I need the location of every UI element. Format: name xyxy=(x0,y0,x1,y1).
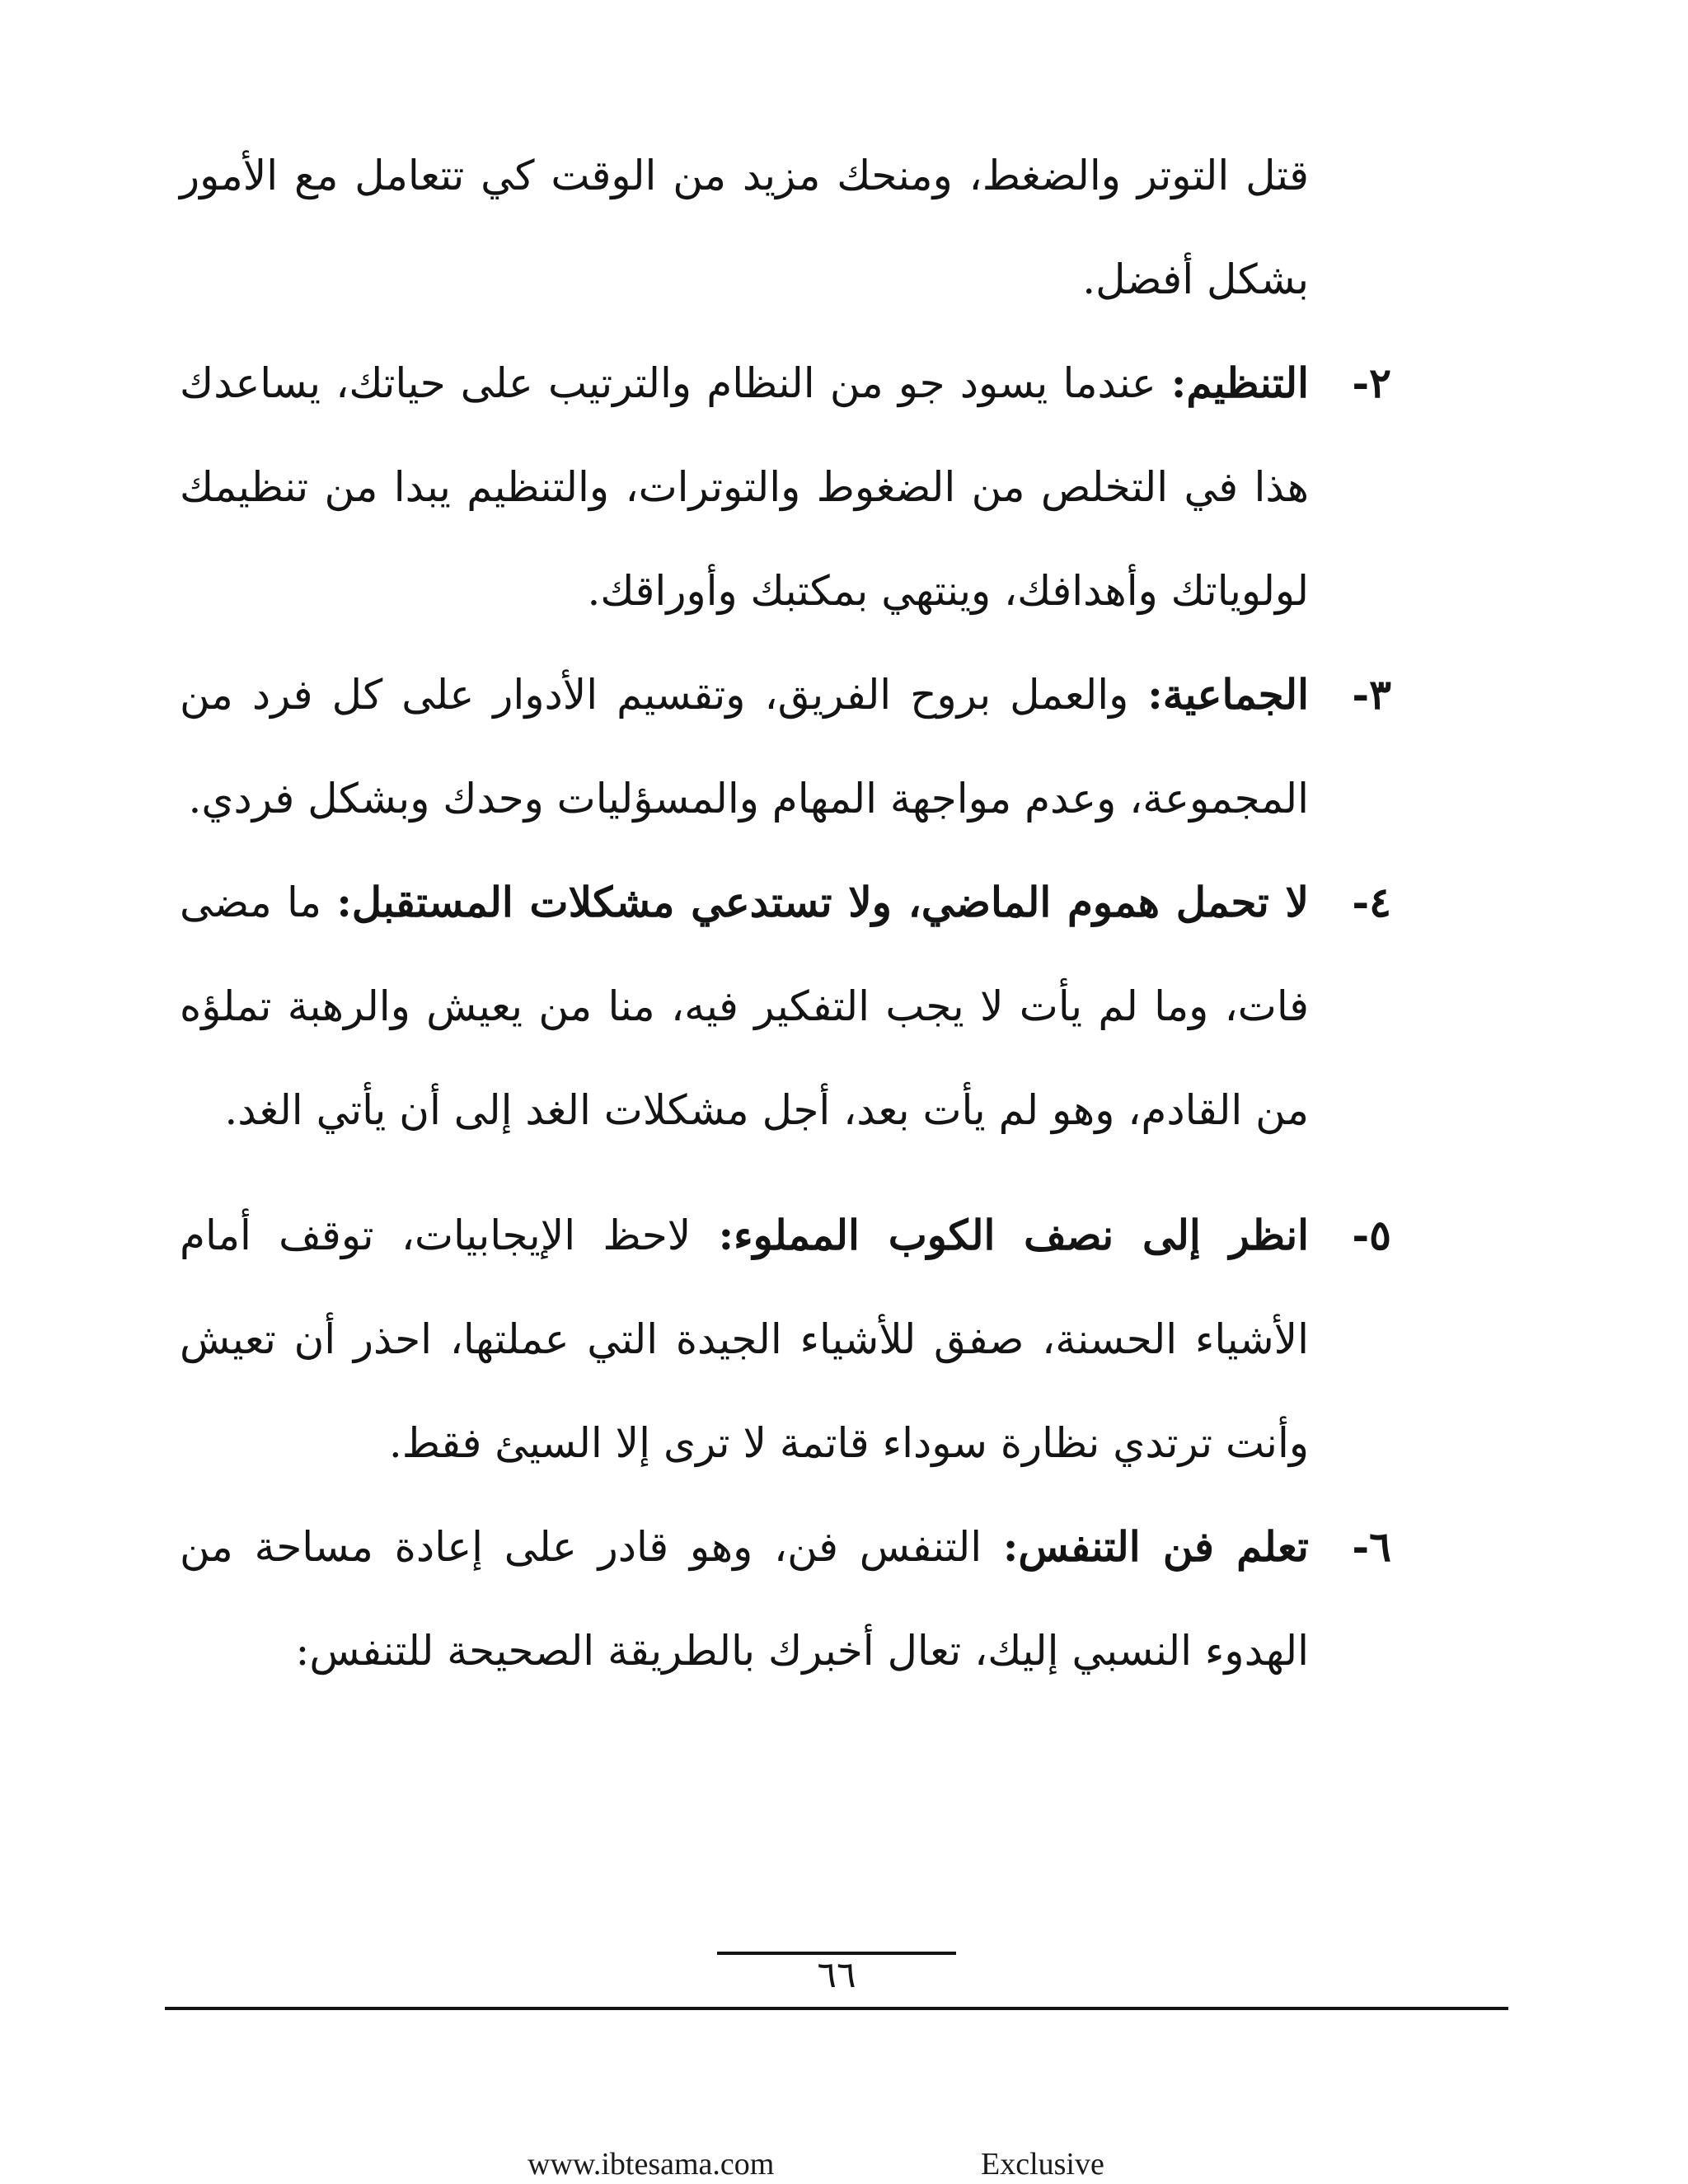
item-heading: تعلم فن التنفس: xyxy=(1002,1522,1309,1571)
list-item xyxy=(180,643,1391,851)
footer-tag: Exclusive xyxy=(981,2147,1104,2182)
intro-paragraph: قتل التوتر والضغط، ومنحك مزيد من الوقت كي تتعامل مع الأمور بشكل أفضل. xyxy=(180,152,1309,303)
item-text: عندما يسود جو من النظام والترتيب على حياتك، يساعدك هذا في التخلص من الضغوط والتوترات، والتنظيم يبدا من تنظيمك لولوياتك وأهدافك، وينتهي بمكتبك وأوراقك. xyxy=(180,359,1309,615)
item-number: ٦- xyxy=(1352,1522,1391,1571)
list-item xyxy=(180,331,1391,643)
list-item xyxy=(180,851,1391,1162)
item-text: التنفس فن، وهو قادر على إعادة مساحة من الهدوء النسبي إليك، تعال أخبرك بالطريقة الصحيحة للتنفس: xyxy=(180,1523,1309,1675)
page-body xyxy=(180,124,1391,1703)
page-number: ٦٦ xyxy=(817,1954,856,1996)
item-heading: لا تحمل هموم الماضي، ولا تستدعي مشكلات المستقبل: xyxy=(336,878,1309,926)
item-heading: انظر إلى نصف الكوب المملوء: xyxy=(718,1211,1309,1259)
item-heading: التنظيم: xyxy=(1170,359,1309,407)
footer-divider xyxy=(165,2007,1508,2010)
item-heading: الجماعية: xyxy=(1147,670,1309,719)
item-text: ما مضى فات، وما لم يأت لا يجب التفكير فيه، منا من يعيش والرهبة تملؤه من القادم، وهو لم يأت بعد، أجل مشكلات الغد إلى أن يأتي الغد. xyxy=(180,879,1309,1134)
item-number: ٥- xyxy=(1352,1211,1391,1259)
list-item xyxy=(180,1183,1391,1495)
item-text: لاحظ الإيجابيات، توقف أمام الأشياء الحسنة، صفق للأشياء الجيدة التي عملتها، احذر أن تعيش وأنت ترتدي نظارة سوداء قاتمة لا ترى إلا السيئ فقط. xyxy=(180,1212,1309,1467)
item-number: ٤- xyxy=(1352,878,1391,926)
item-number: ٣- xyxy=(1352,670,1391,719)
item-number: ٢- xyxy=(1352,359,1391,407)
item-text: والعمل بروح الفريق، وتقسيم الأدوار على كل فرد من المجموعة، وعدم مواجهة المهام والمسؤليات وحدك وبشكل فردي. xyxy=(180,671,1309,823)
footer-website: www.ibtesama.com xyxy=(528,2147,775,2182)
list-item xyxy=(180,1495,1391,1703)
